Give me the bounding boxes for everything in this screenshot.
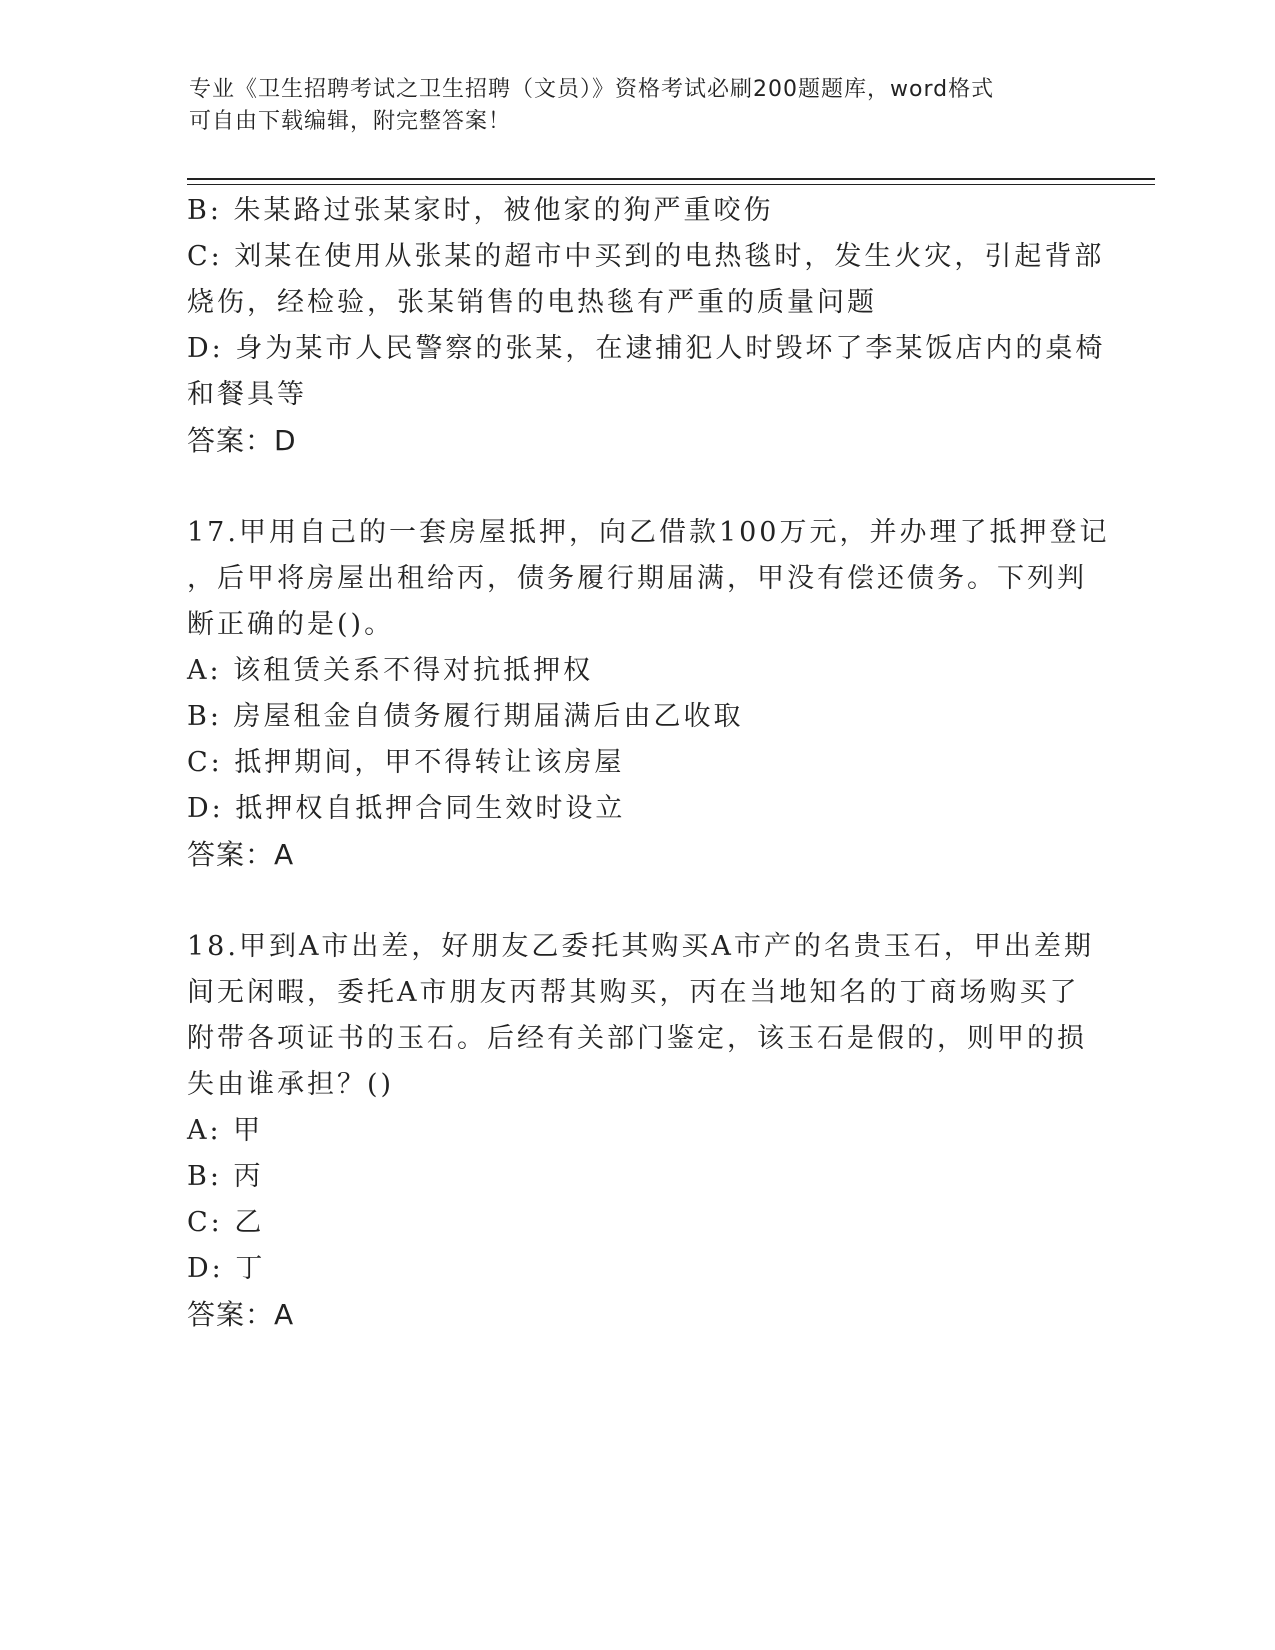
question-stem-line1: 18.甲到A市出差，好朋友乙委托其购买A市产的名贵玉石，甲出差期 — [187, 931, 1094, 962]
option-b: B: 房屋租金自债务履行期届满后由乙收取 — [187, 701, 744, 732]
option-d: D: 抵押权自抵押合同生效时设立 — [187, 793, 626, 824]
question-stem-line4: 失由谁承担？() — [187, 1069, 395, 1100]
option-c-line2: 烧伤，经检验，张某销售的电热毯有严重的质量问题 — [187, 287, 877, 318]
option-b: B: 朱某路过张某家时，被他家的狗严重咬伤 — [187, 195, 774, 226]
question-spacer — [187, 878, 1087, 924]
header-title-line1: 专业《卫生招聘考试之卫生招聘（文员）》资格考试必刷200题题库，word格式 — [189, 77, 995, 102]
document-body — [187, 188, 1110, 1338]
question-16-tail — [187, 188, 1106, 464]
option-d: D: 丁 — [187, 1253, 266, 1284]
question-18 — [187, 924, 1094, 1338]
option-a: A: 甲 — [187, 1115, 264, 1146]
question-stem-line1: 17.甲用自己的一套房屋抵押，向乙借款100万元，并办理了抵押登记 — [187, 517, 1110, 548]
option-a: A: 该租赁关系不得对抗抵押权 — [187, 655, 594, 686]
option-b: B: 丙 — [187, 1161, 264, 1192]
option-c: C: 抵押期间，甲不得转让该房屋 — [187, 747, 625, 778]
header-divider-thick — [187, 178, 1155, 180]
question-spacer — [187, 464, 1087, 510]
option-d-line1: D: 身为某市人民警察的张某，在逮捕犯人时毁坏了李某饭店内的桌椅 — [187, 333, 1106, 364]
answer-label: 答案：A — [187, 838, 295, 871]
question-stem-line2: ，后甲将房屋出租给丙，债务履行期届满，甲没有偿还债务。下列判 — [187, 563, 1087, 594]
question-stem-line2: 间无闲暇，委托A市朋友丙帮其购买，丙在当地知名的丁商场购买了 — [187, 977, 1080, 1008]
question-17 — [187, 510, 1110, 878]
answer-label: 答案：D — [187, 424, 297, 457]
header-title-line2: 可自由下载编辑，附完整答案！ — [189, 109, 512, 134]
option-d-line2: 和餐具等 — [187, 379, 307, 410]
option-c-line1: C: 刘某在使用从张某的超市中买到的电热毯时，发生火灾，引起背部 — [187, 241, 1105, 272]
option-c: C: 乙 — [187, 1207, 265, 1238]
header-divider-thin — [187, 184, 1155, 185]
question-stem-line3: 附带各项证书的玉石。后经有关部门鉴定，该玉石是假的，则甲的损 — [187, 1023, 1087, 1054]
answer-label: 答案：A — [187, 1298, 295, 1331]
document-header — [189, 74, 1089, 138]
question-stem-line3: 断正确的是()。 — [187, 609, 395, 640]
